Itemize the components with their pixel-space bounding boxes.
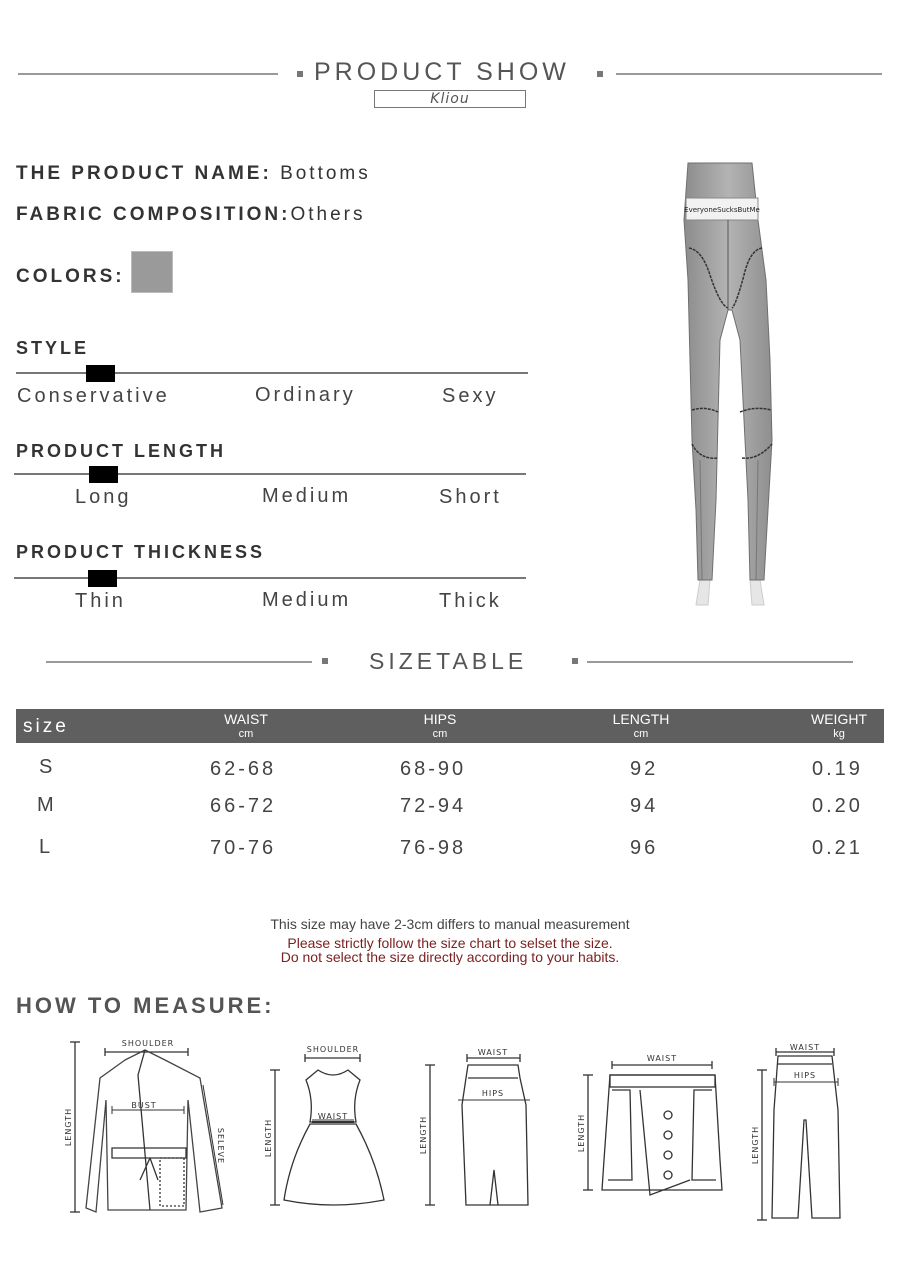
how-to-measure-title: HOW TO MEASURE:	[16, 993, 275, 1018]
sizetable-rule-left	[46, 661, 312, 663]
length-option-long: Long	[75, 486, 132, 508]
sizetable-title: SIZETABLE	[369, 648, 528, 674]
brand-label: Kliou	[374, 90, 526, 108]
product-photo	[640, 160, 810, 610]
thickness-title: PRODUCT THICKNESS	[16, 542, 266, 562]
cell-size: M	[37, 794, 57, 816]
pants-hips-label: HIPS	[793, 1071, 817, 1080]
dress-length-label: LENGTH	[264, 1118, 273, 1158]
waistband-text: EveryoneSucksButMe	[684, 206, 760, 214]
measure-diagrams	[0, 1030, 900, 1230]
sizetable-bullet-right	[572, 658, 578, 664]
cell-weight: 0.19	[812, 758, 863, 780]
dress-diagram	[270, 1054, 384, 1205]
note-habits: Do not select the size directly according to your habits.	[280, 949, 620, 965]
colors-label: COLORS:	[16, 266, 125, 287]
thickness-option-thick: Thick	[439, 590, 502, 612]
header-bullet-left	[297, 71, 303, 77]
skirt-hips-label: HIPS	[481, 1089, 505, 1098]
shorts-length-label: LENGTH	[577, 1113, 586, 1153]
cell-weight: 0.21	[812, 837, 863, 859]
colors-row	[16, 266, 125, 288]
jacket-bust-label: BUST	[131, 1101, 157, 1110]
length-selected-marker	[89, 466, 118, 483]
shorts-waist-label: WAIST	[646, 1054, 678, 1063]
cell-hips: 72-94	[400, 795, 467, 817]
col-length-header: LENGTH cm	[612, 711, 670, 740]
size-table-header	[16, 709, 884, 743]
cell-length: 96	[630, 837, 659, 859]
cell-size: S	[39, 756, 56, 778]
product-name-value: Bottoms	[280, 163, 371, 184]
style-selected-marker	[86, 365, 115, 382]
jacket-length-label: LENGTH	[64, 1107, 73, 1147]
style-option-ordinary: Ordinary	[255, 384, 356, 406]
thickness-option-thin: Thin	[75, 590, 126, 612]
col-weight-header: WEIGHT kg	[811, 711, 867, 740]
fabric-value: Others	[290, 204, 366, 225]
cell-waist: 70-76	[210, 837, 277, 859]
color-swatch-gray[interactable]	[131, 251, 173, 293]
pants-length-label: LENGTH	[751, 1125, 760, 1165]
fabric-label: FABRIC COMPOSITION:	[16, 204, 291, 225]
style-option-sexy: Sexy	[442, 385, 499, 407]
header-rule-left	[18, 73, 278, 75]
col-hips-header: HIPS cm	[423, 711, 457, 740]
dress-shoulder-label: SHOULDER	[306, 1045, 360, 1054]
note-follow-chart: Please strictly follow the size chart to selset the size.	[287, 935, 613, 951]
length-title: PRODUCT LENGTH	[16, 441, 226, 461]
dress-waist-label: WAIST	[317, 1112, 349, 1121]
cell-length: 92	[630, 758, 659, 780]
pants-waist-label: WAIST	[789, 1043, 821, 1052]
cell-hips: 76-98	[400, 837, 467, 859]
sizetable-bullet-left	[322, 658, 328, 664]
style-option-conservative: Conservative	[17, 385, 170, 407]
length-option-medium: Medium	[262, 485, 352, 507]
jacket-shoulder-label: SHOULDER	[121, 1039, 175, 1048]
col-waist-header: WAIST cm	[224, 711, 268, 740]
cell-size: L	[39, 836, 54, 858]
thickness-option-medium: Medium	[262, 589, 352, 611]
product-name-row	[16, 163, 371, 185]
cell-length: 94	[630, 795, 659, 817]
product-name-label: THE PRODUCT NAME:	[16, 163, 272, 184]
skirt-diagram	[425, 1054, 530, 1205]
cell-waist: 66-72	[210, 795, 277, 817]
skirt-length-label: LENGTH	[419, 1115, 428, 1155]
note-measurement: This size may have 2-3cm differs to manual measurement	[270, 916, 630, 932]
style-title: STYLE	[16, 338, 90, 358]
fabric-row	[16, 204, 365, 226]
thickness-selected-marker	[88, 570, 117, 587]
header-bullet-right	[597, 71, 603, 77]
col-size-header: size	[23, 716, 69, 737]
skirt-waist-label: WAIST	[477, 1048, 509, 1057]
header-rule-right	[616, 73, 882, 75]
jacket-sleeve-label: SELEVE	[216, 1127, 225, 1165]
cell-hips: 68-90	[400, 758, 467, 780]
jacket-diagram	[70, 1042, 223, 1212]
page-title: PRODUCT SHOW	[314, 58, 570, 86]
cell-weight: 0.20	[812, 795, 863, 817]
shorts-diagram	[583, 1061, 722, 1195]
cell-waist: 62-68	[210, 758, 277, 780]
sizetable-rule-right	[587, 661, 853, 663]
length-option-short: Short	[439, 486, 502, 508]
